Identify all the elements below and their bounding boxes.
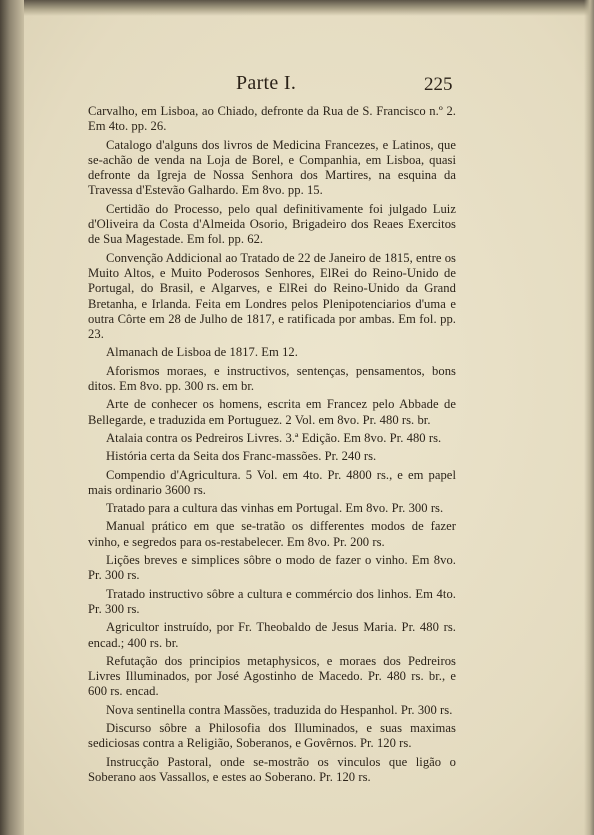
catalog-entry: Almanach de Lisboa de 1817. Em 12. (106, 345, 298, 360)
page-number: 225 (424, 74, 453, 95)
catalog-entry: Agricultor instruído, por Fr. Theobaldo de Jesus Maria. Pr. 480 rs. encad.; 400 rs. br. (88, 620, 456, 650)
catalog-entry: Arte de conhecer os homens, escrita em Francez pelo Abbade de Bellegarde, e traduzida em Portuguez. 2 Vol. em 8vo. Pr. 480 rs. br. (88, 397, 456, 427)
catalog-entry: Catalogo d'alguns dos livros de Medicina Francezes, e Latinos, que se-achão de venda na Loja de Borel, e Companhia, em Lisboa, quasi defronte da Igreja de Nossa Senhora dos Martires, na esquina da Travessa d'Estevão Galhardo. Em 8vo. pp. 15. (88, 137, 456, 198)
running-header (0, 72, 594, 102)
catalog-text (88, 104, 456, 788)
book-spine-shadow (0, 0, 24, 835)
catalog-entry: Nova sentinella contra Massões, traduzida do Hespanhol. Pr. 300 rs. (106, 702, 453, 717)
catalog-entry: Manual prático em que se-tratão os differentes modos de fazer vinho, e segredos para os-restabelecer. Em 8vo. Pr. 200 rs. (88, 519, 456, 549)
catalog-entry: Aforismos moraes, e instructivos, sentenças, pensamentos, bons ditos. Em 8vo. pp. 300 rs. em br. (88, 363, 456, 394)
catalog-entry: Compendio d'Agricultura. 5 Vol. em 4to. Pr. 4800 rs., e em papel mais ordinario 3600 rs. (88, 467, 456, 497)
catalog-entry: História certa da Seita dos Franc-massões. Pr. 240 rs. (106, 449, 377, 464)
catalog-entry: Certidão do Processo, pelo qual definitivamente foi julgado Luiz d'Oliveira da Costa d'Almeida Osorio, Brigadeiro dos Reaes Exercitos de Sua Magestade. Em fol. pp. 62. (88, 201, 456, 247)
catalog-entry: Lições breves e simplices sôbre o modo de fazer o vinho. Em 8vo. Pr. 300 rs. (88, 553, 456, 583)
catalog-entry: Tratado para a cultura das vinhas em Portugal. Em 8vo. Pr. 300 rs. (106, 501, 444, 516)
page-right-edge (584, 0, 594, 835)
catalog-entry: Carvalho, em Lisboa, ao Chiado, defronte da Rua de S. Francisco n.º 2. Em 4to. pp. 26. (88, 104, 456, 134)
page-top-edge (24, 0, 594, 16)
catalog-entry: Tratado instructivo sôbre a cultura e commércio dos linhos. Em 4to. Pr. 300 rs. (88, 586, 456, 616)
catalog-entry: Atalaia contra os Pedreiros Livres. 3.ª Edição. Em 8vo. Pr. 480 rs. (106, 430, 442, 445)
catalog-entry: Discurso sôbre a Philosofia dos Illuminados, e suas maximas sediciosas contra a Religião, Soberanos, e Govêrnos. Pr. 120 rs. (88, 720, 456, 751)
section-title: Parte I. (236, 72, 297, 94)
catalog-entry: Instrucção Pastoral, onde se-mostrão os vinculos que ligão o Soberano aos Vassallos, e estes ao Soberano. Pr. 120 rs. (88, 754, 456, 784)
catalog-entry: Convenção Addicional ao Tratado de 22 de Janeiro de 1815, entre os Muito Altos, e Muito Poderosos Senhores, ElRei do Reino-Unido de Portugal, do Brasil, e Algarves, e ElRei do Reino-Unido da Grand Bretanha, e Irlanda. Feita em Londres pelos Plenipotenciarios d'uma e outra Côrte em 28 de Julho de 1817, e ratificada por ambas. Em fol. pp. 23. (88, 250, 456, 342)
catalog-entry: Refutação dos principios metaphysicos, e moraes dos Pedreiros Livres Illuminados, por José Agostinho de Macedo. Pr. 480 rs. br., e 600 rs. encad. (88, 653, 456, 699)
